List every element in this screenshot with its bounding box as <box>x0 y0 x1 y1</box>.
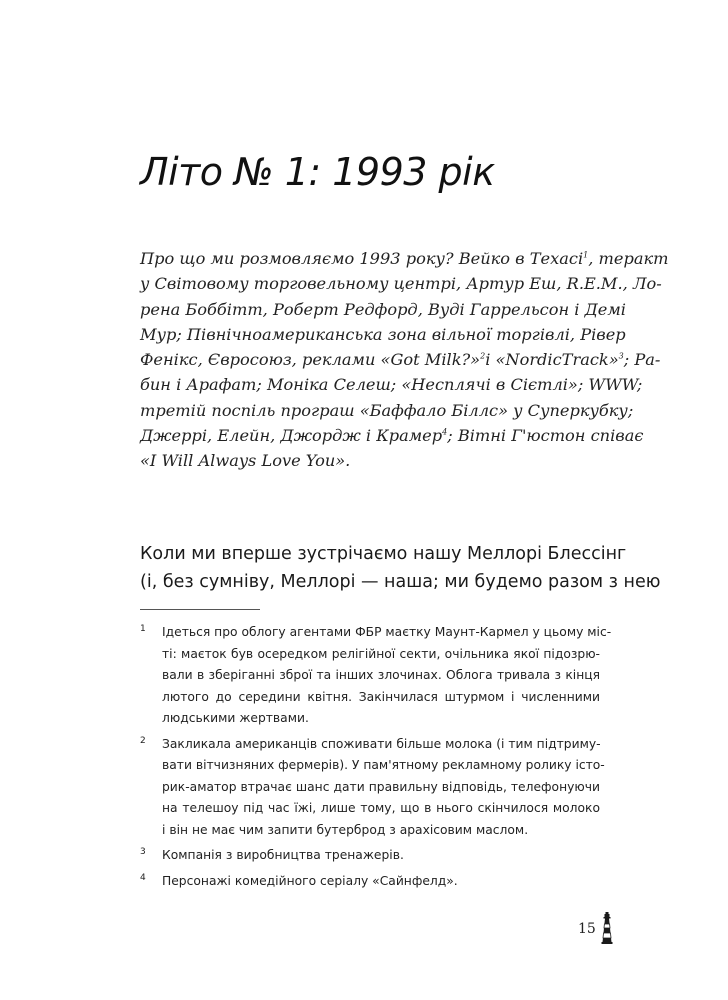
epigraph-line: у Світовому торговельному центрі, Артур Еш, R.E.M., Ло- <box>140 274 662 294</box>
footnote-line: людськими жертвами. <box>162 711 309 725</box>
footnote-ref: 2 <box>480 351 486 361</box>
epigraph-line: «I Will Always Love You». <box>140 451 351 471</box>
epigraph-line: Джеррі, Елейн, Джордж і Крамер$^4$; Вітні Г'юстон співає <box>140 426 644 446</box>
footnote-line: вати вітчизняних фермерів). У пам'ятному рекламному ролику істо- <box>162 758 605 772</box>
epigraph-line: Фенікс, Євросоюз, реклами «Got Milk?»$^2$і «NordicTrack»$^3$; Ра- <box>140 350 661 370</box>
chapter-title: Літо № 1: 1993 рік <box>140 150 495 194</box>
epigraph-line: третій поспіль програш «Баффало Біллс» у Суперкубку; <box>140 400 634 420</box>
footnote-1 <box>140 622 612 730</box>
lighthouse-icon <box>601 912 613 944</box>
footnote-line: Ідеться про облогу агентами ФБР маєтку Маунт-Кармел у цьому міс- <box>162 625 612 639</box>
footnote-divider <box>140 609 260 610</box>
footnote-line: і він не має чим запити бутерброд з арахісовим маслом. <box>162 822 529 837</box>
footnote-number: 1 <box>140 624 146 634</box>
epigraph <box>140 246 669 474</box>
footnote-2 <box>140 734 605 842</box>
page-number: 15 <box>578 921 596 937</box>
footnote-line: рик-аматор втрачає шанс дати правильну відповідь, телефонуючи <box>162 779 600 794</box>
footnote-number: 2 <box>140 735 146 746</box>
footnote-line: Закликала американців споживати більше молока (і тим підтриму- <box>162 736 601 751</box>
footnote-line: лютого до середини квітня. Закінчилася штурмом і численними <box>162 689 600 704</box>
footnote-line: вали в зберіганні зброї та інших злочинах. Облога тривала з кінця <box>162 668 600 682</box>
footnote-line: ті: маєток був осередком релігійної секти, очільника якої підозрю- <box>162 646 600 661</box>
footnote-line: Компанія з виробництва тренажерів. <box>162 848 404 862</box>
epigraph-line: бин і Арафат; Моніка Селеш; «Несплячі в Сієтлі»; WWW; <box>140 375 643 395</box>
footnote-4 <box>140 871 600 893</box>
footnote-3 <box>140 845 600 867</box>
epigraph-line: Про що ми розмовляємо 1993 року? Вейко в Техасі$^1$, теракт <box>140 249 669 268</box>
footnote-line: на телешоу під час їжі, лише тому, що в нього скінчилося молоко <box>162 801 600 815</box>
footnote-ref: 3 <box>618 351 624 361</box>
epigraph-line: рена Боббітт, Роберт Редфорд, Вуді Гаррельсон і Демі <box>140 299 626 319</box>
footnote-number: 4 <box>140 872 146 883</box>
body-line: Коли ми вперше зустрічаємо нашу Меллорі Блессінг <box>140 544 627 564</box>
body-line: (і, без сумніву, Меллорі — наша; ми будемо разом з нею <box>140 572 661 592</box>
footnotes <box>140 622 612 896</box>
footnote-ref: 4 <box>442 427 448 437</box>
epigraph-line: Мур; Північноамериканська зона вільної торгівлі, Рівер <box>140 324 626 344</box>
footnote-number: 3 <box>140 847 146 857</box>
footnote-line: Персонажі комедійного серіалу «Сайнфелд». <box>162 873 458 888</box>
body-paragraph <box>140 540 661 596</box>
footnote-ref: 1 <box>583 250 589 260</box>
